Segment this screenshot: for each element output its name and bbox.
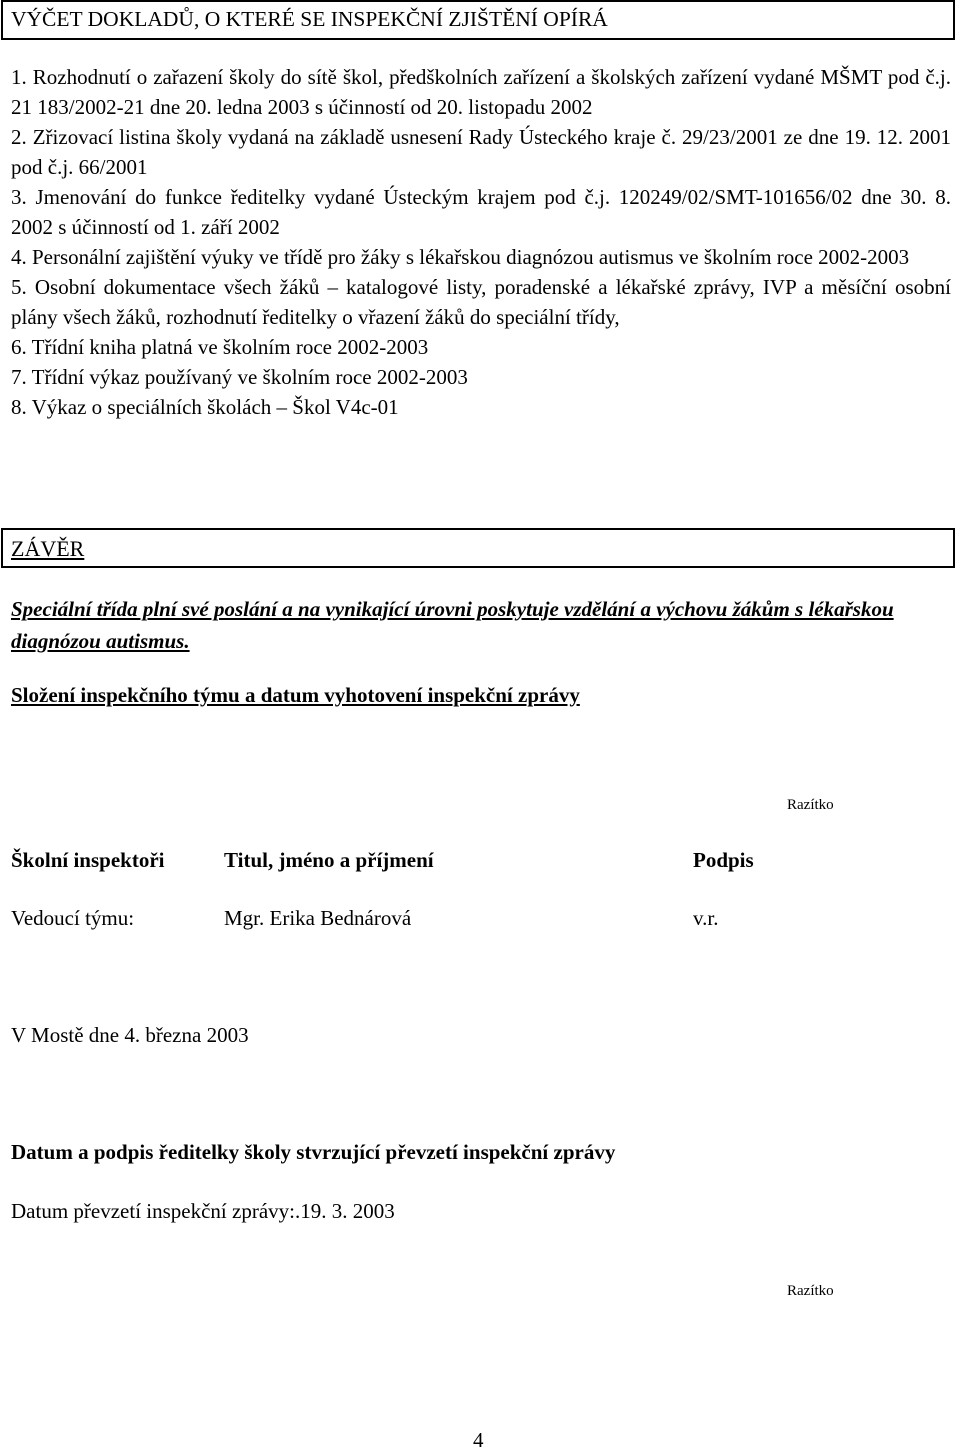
- table-header-signature: Podpis: [693, 848, 754, 872]
- list-item: 8. Výkaz o speciálních školách – Škol V4c-01: [11, 395, 399, 419]
- list-item: 7. Třídní výkaz používaný ve školním roce 2002-2003: [11, 365, 468, 389]
- list-item: 3. Jmenování do funkce ředitelky vydané Ústeckým krajem pod č.j. 120249/02/SMT-101656/02 dne 30. 8. 2002 s účinností od 1. září 2002: [11, 185, 951, 239]
- list-heading: VÝČET DOKLADŮ, O KTERÉ SE INSPEKČNÍ ZJIŠTĚNÍ OPÍRÁ: [11, 7, 608, 31]
- stamp-label: Razítko: [787, 1283, 834, 1299]
- list-item: 5. Osobní dokumentace všech žáků – katalogové listy, poradenské a lékařské zprávy, IVP a měsíční osobní plány všech žáků, rozhodnutí ředitelky o vřazení žáků do speciální třídy,: [11, 275, 951, 329]
- table-header-name: Titul, jméno a příjmení: [224, 848, 434, 872]
- place-date: V Mostě dne 4. března 2003: [11, 1023, 249, 1047]
- team-lead-label: Vedoucí týmu:: [11, 906, 135, 930]
- conclusion-text: Speciální třída plní své poslání a na vynikající úrovni poskytuje vzdělání a výchovu žákům s lékařskou diagnózou autismus.: [11, 597, 894, 653]
- table-header-inspectors: Školní inspektoři: [11, 848, 165, 872]
- team-lead-signature: v.r.: [693, 906, 719, 930]
- page-number: 4: [473, 1428, 484, 1452]
- stamp-label: Razítko: [787, 797, 834, 813]
- documents-list: [11, 62, 951, 422]
- list-item: 2. Zřizovací listina školy vydaná na základě usnesení Rady Ústeckého kraje č. 29/23/2001 ze dne 19. 12. 2001 pod č.j. 66/2001: [11, 125, 951, 179]
- list-item: 6. Třídní kniha platná ve školním roce 2002-2003: [11, 335, 429, 359]
- conclusion-heading: ZÁVĚR: [11, 536, 85, 561]
- conclusion-heading-box: [1, 528, 955, 568]
- team-heading: Složení inspekčního týmu a datum vyhotovení inspekční zprávy: [11, 683, 580, 707]
- list-heading-box: [1, 0, 955, 40]
- list-item: 1. Rozhodnutí o zařazení školy do sítě škol, předškolních zařízení a školských zařízení vydané MŠMT pod č.j. 21 183/2002-21 dne 20. ledna 2003 s účinností od 20. listopadu 2002: [11, 65, 951, 119]
- list-item: 4. Personální zajištění výuky ve třídě pro žáky s lékařskou diagnózou autismus ve školním roce 2002-2003: [11, 245, 910, 269]
- director-heading: Datum a podpis ředitelky školy stvrzující převzetí inspekční zprávy: [11, 1140, 616, 1164]
- receipt-date: Datum převzetí inspekční zprávy:.19. 3. 2003: [11, 1199, 395, 1223]
- team-lead-name: Mgr. Erika Bednárová: [224, 906, 412, 930]
